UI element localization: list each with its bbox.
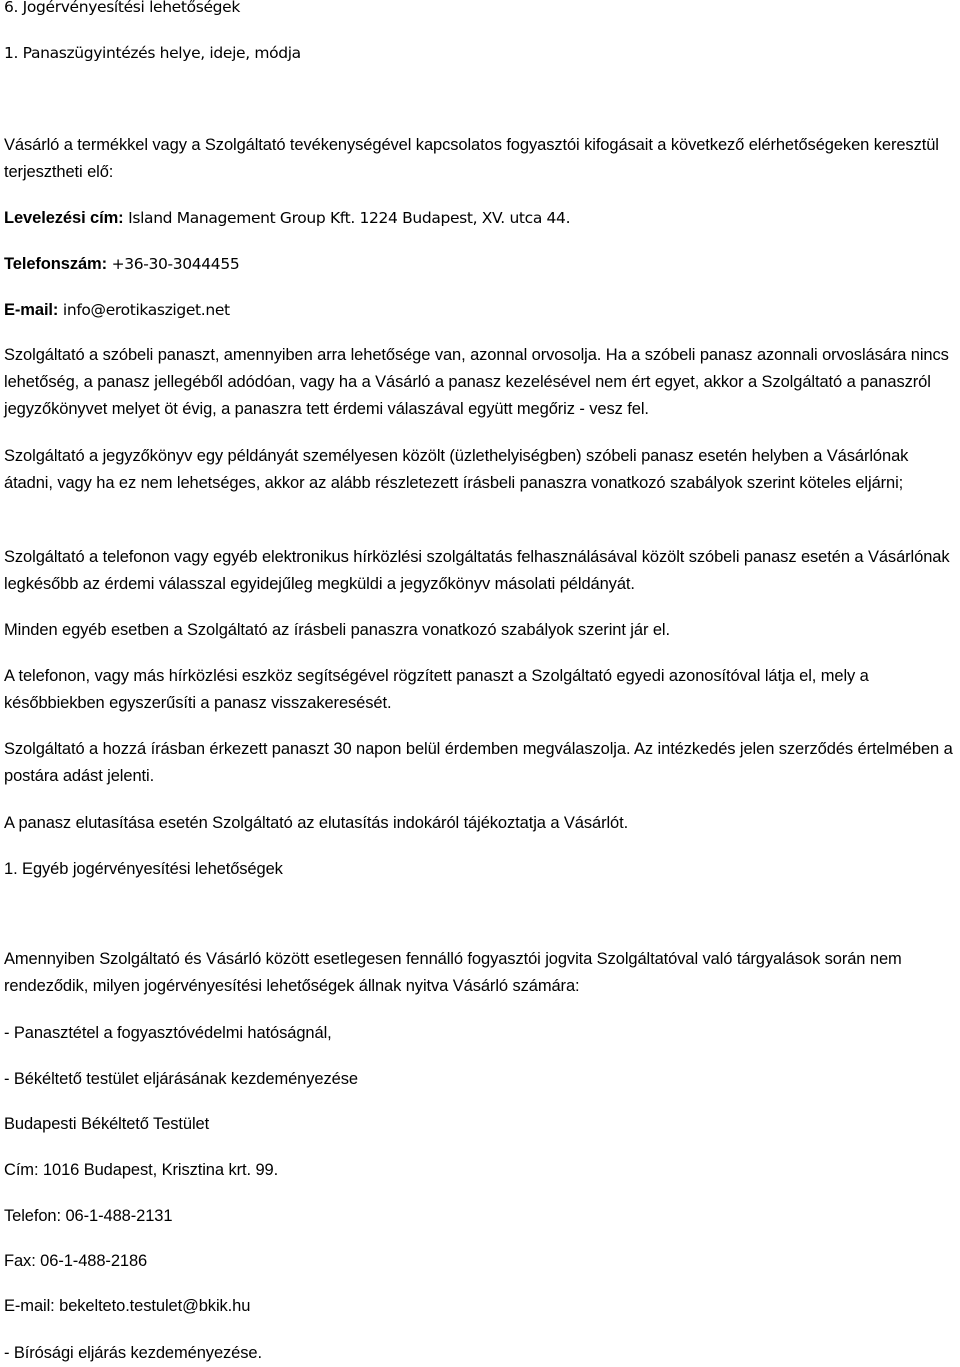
record-copy-paragraph: Szolgáltató a jegyzőkönyv egy példányát személyesen közölt (üzlethelyiségben) szóbeli panasz esetén helyben a Vásárlónak átadni, vagy ha ez nem lehetséges, akkor az alább részletezett írásbeli panaszra vonatkozó szabályok szerint köteles eljárni; [4, 447, 909, 492]
subheading-other-remedies: 1. Egyéb jogérvényesítési lehetőségek [4, 860, 283, 878]
identifier-paragraph: A telefonon, vagy más hírközlési eszköz segítségével rögzített panaszt a Szolgáltató egyedi azonosítóval látja el, mely a későbbiekben egyszerűsíti a panasz visszakeresését. [4, 667, 869, 712]
dispute-intro-paragraph: Amennyiben Szolgáltató és Vásárló között esetlegesen fennálló fogyasztói jogvita Szolgáltatóval való tárgyalások során nem rendeződik, milyen jogérvényesítési lehetőségek állnak nyitva Vásárló számára: [4, 950, 902, 995]
phone-label: Telefonszám: [4, 255, 108, 273]
email-label: E-mail: [4, 301, 59, 319]
email-value: info@erotikasziget.net [58, 301, 230, 319]
contact-email [4, 297, 956, 324]
option-court-procedure: - Bírósági eljárás kezdeményezése. [4, 1344, 262, 1362]
address-value: Island Management Group Kft. 1224 Budapest, XV. utca 44. [123, 209, 571, 227]
subheading-complaint-handling: 1. Panaszügyintézés helye, ideje, módja [4, 44, 301, 62]
option-consumer-protection: - Panasztétel a fogyasztóvédelmi hatóságnál, [4, 1024, 332, 1042]
oral-complaint-paragraph: Szolgáltató a szóbeli panaszt, amennyiben arra lehetősége van, azonnal orvosolja. Ha a szóbeli panasz azonnali orvoslására nincs lehetőség, a panasz jellegéből adódóan, vagy ha a Vásárló a panasz kezelésével nem ért egyet, akkor a Szolgáltató a panaszról jegyzőkönyvet melyet öt évig, a panaszra tett érdemi válaszával együtt megőriz - vesz fel. [4, 346, 949, 418]
phone-value: +36-30-3044455 [107, 255, 240, 273]
written-reply-paragraph: Szolgáltató a hozzá írásban érkezett panaszt 30 napon belül érdemben megválaszolja. Az intézkedés jelen szerződés értelmében a postára adást jelenti. [4, 740, 953, 785]
contact-address [4, 205, 956, 232]
phone-complaint-paragraph: Szolgáltató a telefonon vagy egyéb elektronikus hírközlési szolgáltatás felhasználásával közölt szóbeli panasz esetén a Vásárlónak legkésőbb az érdemi válasszal egyidejűleg megküldi a jegyzőkönyv másolati példányát. [4, 548, 950, 593]
option-conciliation-board: - Békéltető testület eljárásának kezdeményezése [4, 1070, 358, 1088]
board-name: Budapesti Békéltető Testület [4, 1115, 210, 1133]
board-fax: Fax: 06-1-488-2186 [4, 1252, 148, 1270]
intro-paragraph: Vásárló a termékkel vagy a Szolgáltató tevékenységével kapcsolatos fogyasztói kifogásait a következő elérhetőségeken keresztül terjesztheti elő: [4, 136, 939, 181]
board-phone: Telefon: 06-1-488-2131 [4, 1207, 173, 1225]
section-heading: 6. Jogérvényesítési lehetőségek [4, 0, 240, 16]
contact-phone [4, 251, 956, 278]
other-cases-paragraph: Minden egyéb esetben a Szolgáltató az írásbeli panaszra vonatkozó szabályok szerint jár el. [4, 621, 670, 639]
board-address: Cím: 1016 Budapest, Krisztina krt. 99. [4, 1161, 279, 1179]
board-email: E-mail: bekelteto.testulet@bkik.hu [4, 1297, 251, 1315]
rejection-paragraph: A panasz elutasítása esetén Szolgáltató az elutasítás indokáról tájékoztatja a Vásárlót. [4, 814, 629, 832]
address-label: Levelezési cím: [4, 209, 124, 227]
